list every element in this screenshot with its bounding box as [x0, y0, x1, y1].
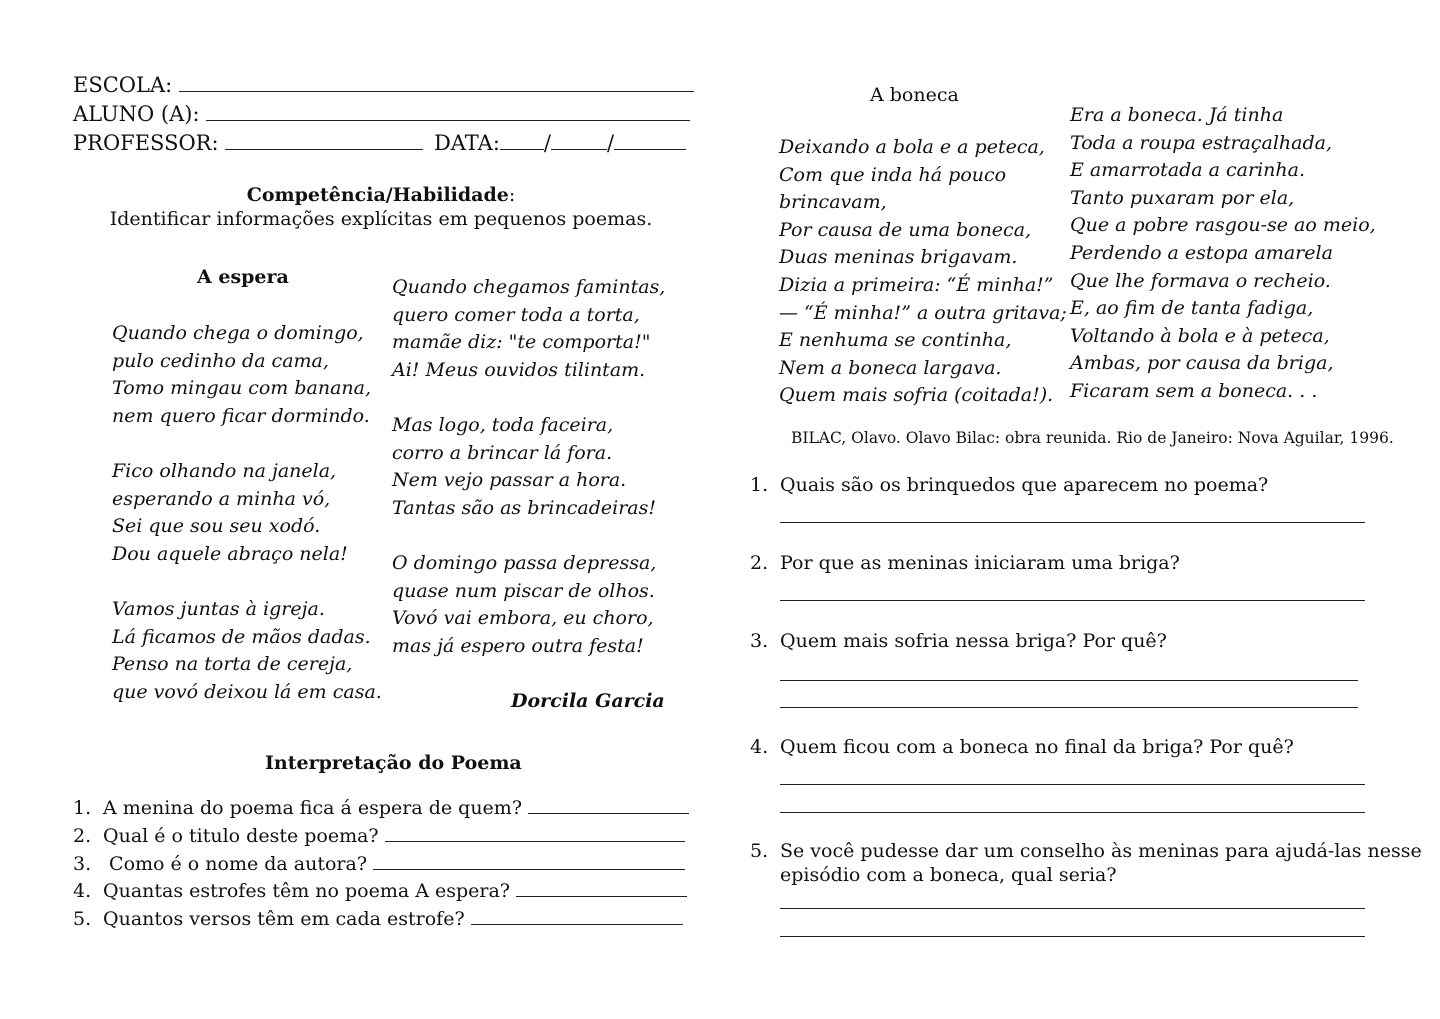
question-number: 3. — [750, 630, 769, 652]
poem1-column-2 — [392, 274, 665, 688]
date-day-field[interactable] — [500, 149, 544, 150]
verse-line: Que a pobre rasgou-se ao meio, — [1070, 214, 1376, 237]
verse-line: Quando chegamos famintas, — [392, 276, 666, 298]
verse-line: Que lhe formava o recheio. — [1070, 269, 1331, 292]
question-text: Quem ficou com a boneca no final da briga? Por quê? — [780, 736, 1294, 758]
verse-line: Ambas, por causa da briga, — [1070, 352, 1334, 375]
verse-line: Voltando à bola e à peteca, — [1070, 324, 1330, 347]
poem1-title: A espera — [197, 266, 289, 288]
answer-line[interactable] — [373, 868, 685, 870]
verse-line: Nem vejo passar a hora. — [392, 469, 627, 492]
answer-line[interactable] — [780, 522, 1365, 523]
answer-line[interactable] — [780, 784, 1365, 785]
answer-line[interactable] — [780, 707, 1358, 708]
verse-line: mamãe diz: "te comporta!" — [392, 331, 651, 354]
verse-line: Quem mais sofria (coitada!). — [779, 384, 1054, 407]
verse-line: Mas logo, toda faceira, — [392, 413, 614, 436]
verse-line: Dizia a primeira: “É minha!” — [779, 273, 1054, 296]
verse-line: nem quero ficar dormindo. — [112, 404, 370, 427]
verse-line: Nem a boneca largava. — [779, 356, 1002, 379]
question-text: episódio com a boneca, qual seria? — [780, 864, 1117, 886]
question-number: 3. — [73, 852, 92, 875]
interpretacao-question — [73, 797, 689, 819]
question-number: 2. — [73, 824, 92, 847]
escola-label: ESCOLA: — [73, 73, 173, 97]
verse-line: brincavam, — [779, 191, 887, 214]
verse-line: Dou aquele abraço nela! — [112, 542, 348, 565]
professor-label: PROFESSOR: — [73, 131, 219, 155]
question-number: 4. — [750, 736, 769, 758]
escola-field[interactable] — [179, 91, 694, 92]
verse-line: quase num piscar de olhos. — [392, 579, 655, 602]
question-text: Qual é o titulo deste poema? — [103, 824, 379, 847]
aluno-row — [73, 102, 690, 126]
verse-line: Tanto puxaram por ela, — [1070, 186, 1295, 209]
verse-line: Ficaram sem a boneca. . . — [1070, 379, 1318, 402]
verse-line: mas já espero outra festa! — [392, 634, 644, 657]
stanza — [392, 550, 665, 660]
answer-line[interactable] — [780, 936, 1365, 937]
verse-line: Fico olhando na janela, — [112, 459, 337, 482]
verse-line: E nenhuma se continha, — [779, 329, 1012, 352]
verse-line: Tomo mingau com banana, — [112, 377, 372, 400]
verse-line: que vovó deixou lá em casa. — [112, 680, 382, 703]
verse-line: pulo cedinho da cama, — [112, 349, 329, 372]
question-number: 5. — [73, 908, 92, 931]
verse-line: Deixando a bola e a peteca, — [779, 136, 1045, 158]
answer-line[interactable] — [780, 812, 1365, 813]
verse-line: Ai! Meus ouvidos tilintam. — [392, 358, 646, 381]
stanza — [112, 458, 382, 568]
interpretacao-title: Interpretação do Poema — [265, 752, 522, 774]
verse-line: Sei que sou seu xodó. — [112, 515, 321, 538]
verse-line: Quando chega o domingo, — [112, 322, 364, 344]
answer-line[interactable] — [780, 908, 1365, 909]
stanza — [392, 274, 665, 384]
verse-line: Vovó vai embora, eu choro, — [392, 607, 654, 630]
interpretacao-question — [73, 825, 685, 847]
answer-line[interactable] — [471, 923, 683, 925]
question-text: A menina do poema fica á espera de quem? — [103, 797, 523, 819]
aluno-field[interactable] — [206, 120, 690, 121]
boneca-questions — [750, 0, 1422, 1019]
verse-line: Com que inda há pouco — [779, 163, 1007, 186]
stanza — [392, 412, 665, 522]
question-number: 4. — [73, 880, 92, 903]
question-number: 5. — [750, 840, 769, 862]
professor-field[interactable] — [225, 149, 423, 150]
competencia-text: Identificar informações explícitas em pequenos poemas. — [109, 208, 653, 230]
answer-line[interactable] — [780, 600, 1365, 601]
verse-line: Penso na torta de cereja, — [112, 653, 353, 676]
question-text: Quais são os brinquedos que aparecem no poema? — [780, 474, 1269, 496]
competencia-title-text: Competência/Habilidade — [246, 184, 509, 206]
date-year-field[interactable] — [614, 149, 686, 150]
answer-line[interactable] — [780, 680, 1358, 681]
verse-line: Toda a roupa estraçalhada, — [1070, 131, 1333, 154]
question-text: Por que as meninas iniciaram uma briga? — [780, 552, 1180, 574]
verse-line: Era a boneca. Já tinha — [1070, 104, 1284, 126]
answer-line[interactable] — [385, 840, 685, 842]
competencia-title — [73, 184, 689, 206]
date-separator: / — [606, 131, 615, 155]
question-text: Como é o nome da autora? — [103, 852, 368, 875]
verse-line: Por causa de uma boneca, — [779, 218, 1032, 241]
verse-line: Duas meninas brigavam. — [779, 246, 1018, 269]
poem1-author: Dorcila Garcia — [511, 690, 665, 712]
question-text: Quantos versos têm em cada estrofe? — [103, 908, 465, 931]
data-label: DATA: — [433, 131, 500, 155]
interpretacao-question — [73, 880, 687, 902]
interpretacao-questions — [73, 797, 693, 937]
poem2-title: A boneca — [870, 84, 959, 106]
interpretacao-question — [73, 853, 685, 875]
poem1-column-1 — [112, 320, 382, 734]
professor-row — [73, 131, 686, 155]
date-month-field[interactable] — [551, 149, 607, 150]
verse-line: E amarrotada a carinha. — [1070, 159, 1306, 182]
verse-line: Vamos juntas à igreja. — [112, 597, 325, 620]
verse-line: esperando a minha vó, — [112, 487, 331, 510]
answer-line[interactable] — [528, 812, 689, 814]
question-number: 2. — [750, 552, 769, 574]
date-separator: / — [543, 131, 551, 155]
question-text: Se você pudesse dar um conselho às meninas para ajudá-las nesse — [780, 840, 1422, 862]
verse-line: quero comer toda a torta, — [392, 303, 640, 326]
answer-line[interactable] — [516, 895, 687, 897]
verse-line: corro a brincar lá fora. — [392, 441, 613, 464]
question-number: 1. — [73, 797, 92, 819]
escola-row — [73, 73, 694, 97]
verse-line: O domingo passa depressa, — [392, 551, 657, 574]
stanza — [112, 320, 382, 430]
aluno-label: ALUNO (A): — [73, 102, 200, 126]
verse-line: — “É minha!” a outra gritava; — [779, 301, 1067, 324]
verse-line: Perdendo a estopa amarela — [1070, 241, 1333, 264]
verse-line: Tantas são as brincadeiras! — [392, 496, 656, 519]
question-text: Quem mais sofria nessa briga? Por quê? — [780, 630, 1167, 652]
poem2-citation: BILAC, Olavo. Olavo Bilac: obra reunida. Rio de Janeiro: Nova Aguilar, 1996. — [791, 429, 1394, 447]
question-number: 1. — [750, 474, 769, 496]
verse-line: Lá ficamos de mãos dadas. — [112, 625, 371, 648]
interpretacao-question — [73, 908, 683, 930]
question-text: Quantas estrofes têm no poema A espera? — [103, 880, 510, 903]
competencia-colon: : — [508, 184, 516, 206]
verse-line: E, ao fim de tanta fadiga, — [1070, 297, 1314, 320]
stanza — [112, 596, 382, 706]
